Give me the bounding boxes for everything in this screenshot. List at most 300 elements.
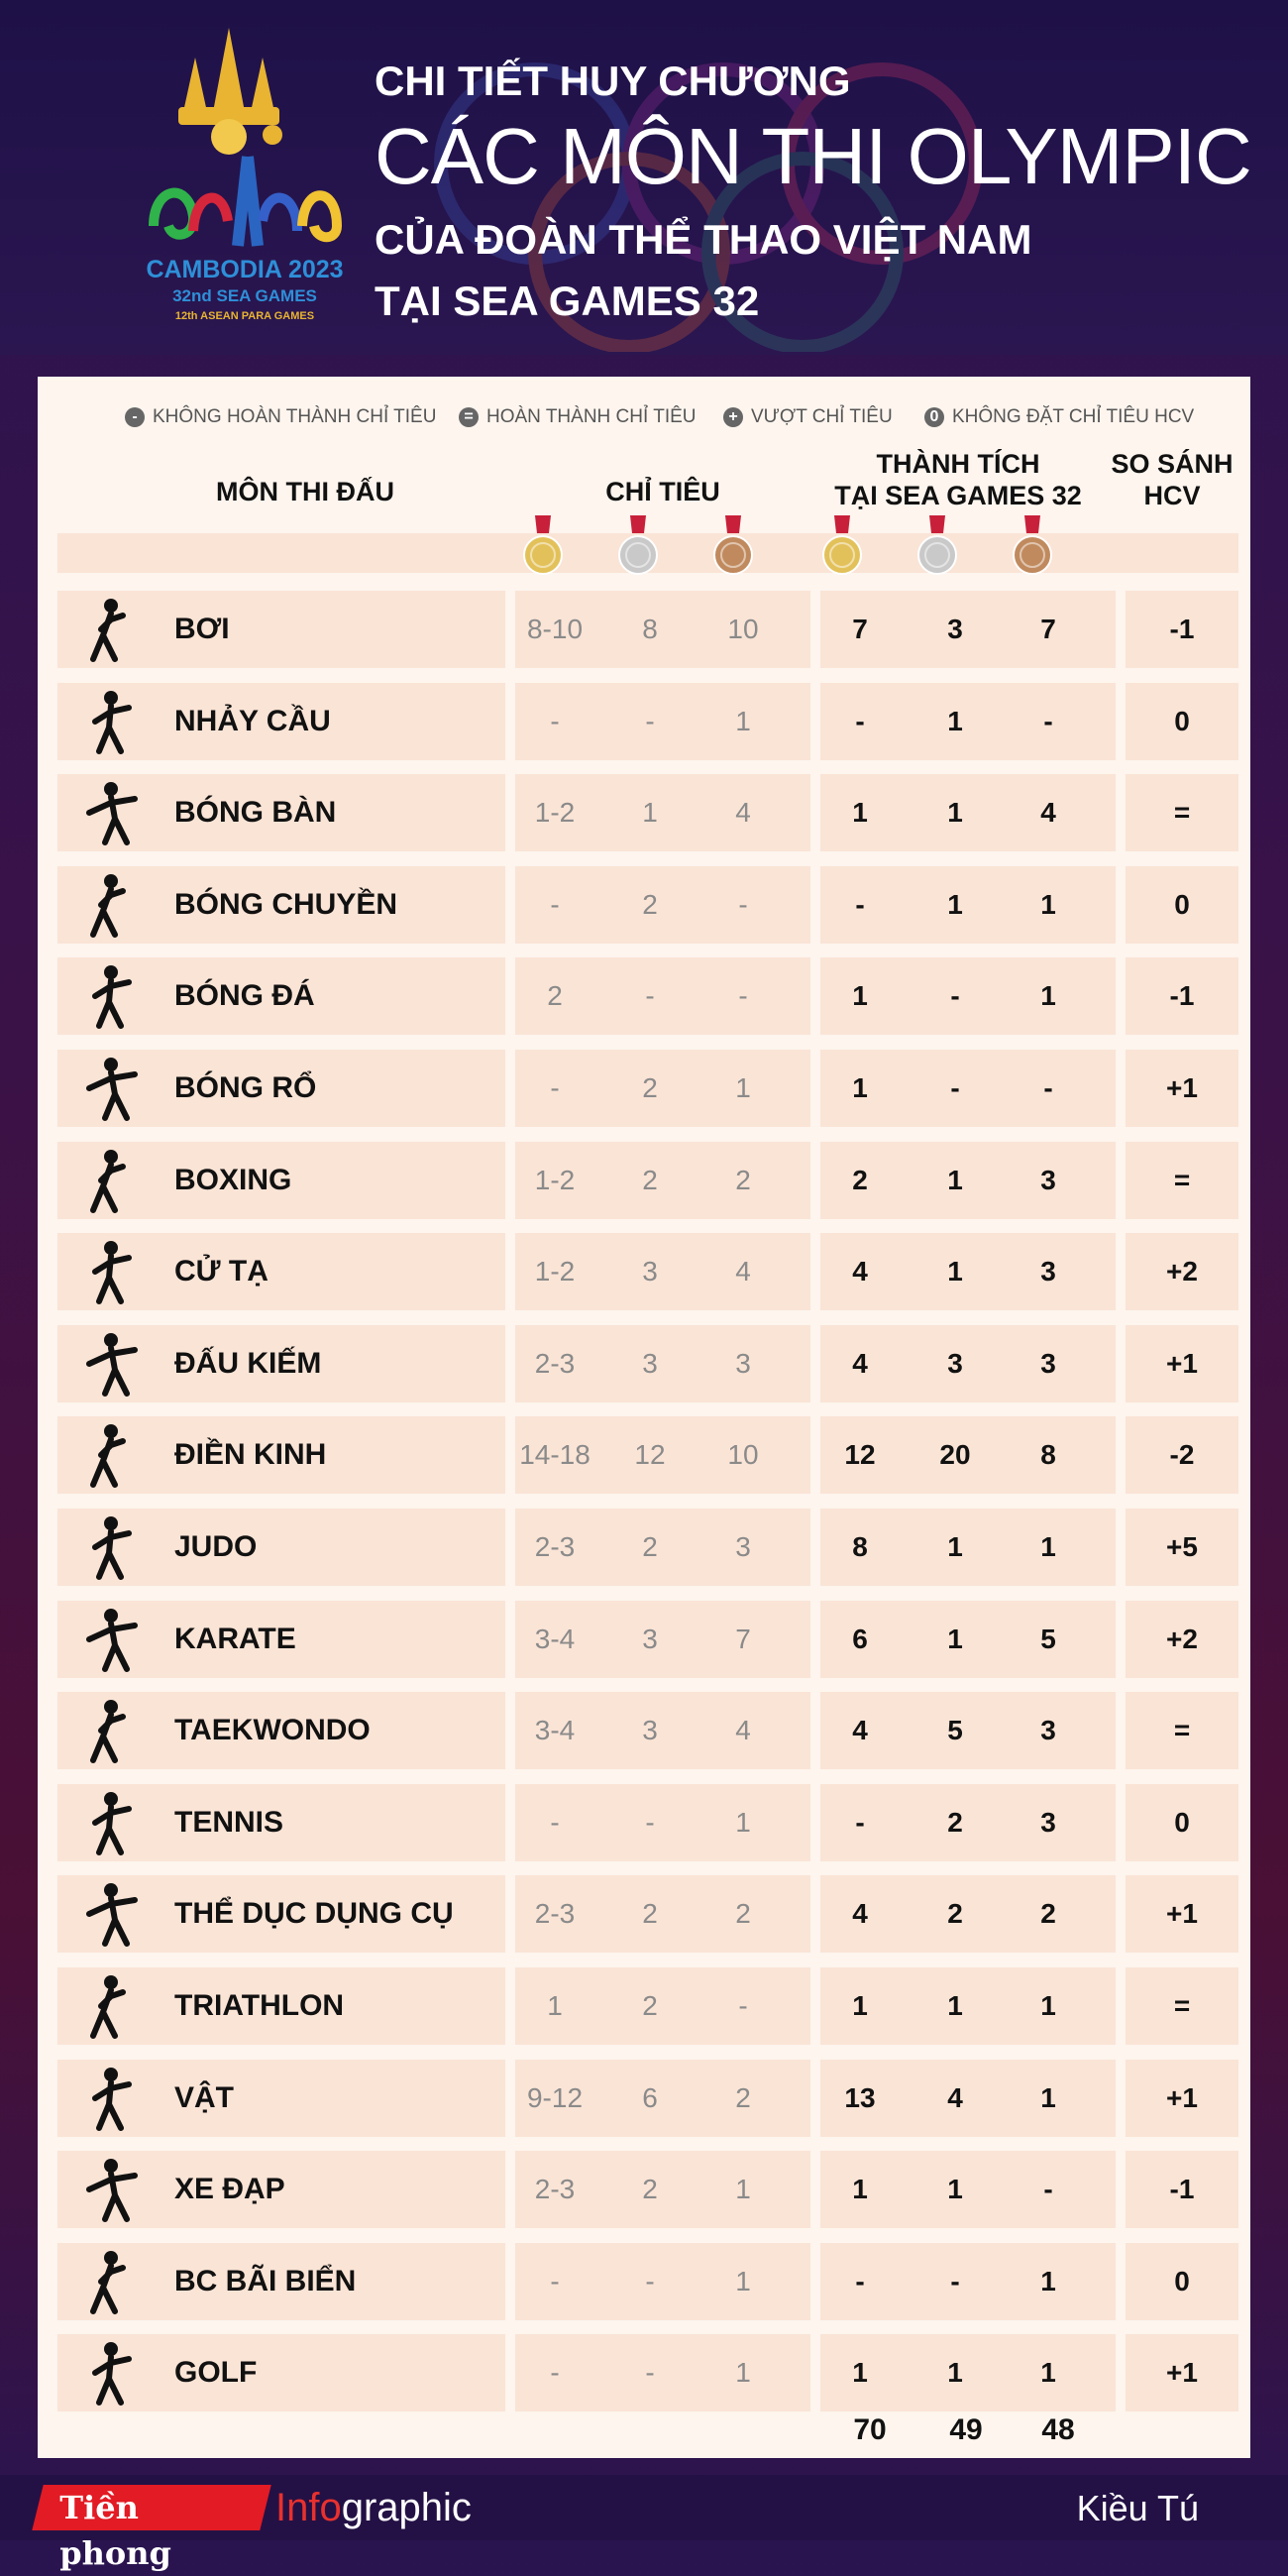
result-silver: 3 bbox=[947, 614, 963, 644]
result-gold: 1 bbox=[852, 2357, 868, 2389]
gold-compare-value: +1 bbox=[1166, 1898, 1198, 1930]
table-row bbox=[57, 1692, 1238, 1769]
compare-cell bbox=[1126, 957, 1238, 1035]
result-gold: - bbox=[855, 705, 865, 736]
table-row bbox=[57, 957, 1238, 1035]
result-bronze: 1 bbox=[1040, 888, 1056, 920]
sport-cell bbox=[57, 683, 505, 760]
gold-compare-value: +5 bbox=[1166, 1531, 1198, 1562]
target-cell bbox=[515, 1601, 810, 1678]
target-cell bbox=[515, 957, 810, 1035]
sport-name: GOLF bbox=[174, 2356, 258, 2390]
result-cell bbox=[820, 2334, 1116, 2411]
gold-compare-value: -1 bbox=[1169, 980, 1195, 1012]
title-line-2: CÁC MÔN THI OLYMPIC bbox=[375, 112, 1251, 200]
table-tennis-icon bbox=[61, 777, 161, 848]
fencing-icon bbox=[61, 1328, 161, 1400]
target-cell bbox=[515, 866, 810, 944]
gold-compare-value: = bbox=[1173, 1164, 1191, 1195]
logo-text-line3: 12th ASEAN PARA GAMES bbox=[174, 310, 315, 322]
gold-compare-value: = bbox=[1173, 797, 1191, 829]
sport-name: ĐẤU KIẾM bbox=[174, 1346, 322, 1380]
swimming-icon bbox=[61, 594, 161, 665]
sport-cell bbox=[57, 591, 505, 668]
target-silver: 3 bbox=[642, 1623, 658, 1654]
target-bronze: - bbox=[738, 888, 748, 920]
silver-medal-icon bbox=[618, 515, 658, 579]
target-silver: 1 bbox=[642, 797, 658, 829]
sport-name: BOXING bbox=[174, 1163, 292, 1196]
target-gold: 3-4 bbox=[534, 1715, 576, 1746]
legend-label: HOÀN THÀNH CHỈ TIÊU bbox=[486, 406, 697, 427]
target-silver: 3 bbox=[642, 1347, 658, 1379]
table-row bbox=[57, 591, 1238, 668]
result-cell bbox=[820, 1784, 1116, 1861]
target-gold: 1-2 bbox=[534, 1164, 576, 1195]
gold-medal-icon bbox=[523, 515, 563, 579]
total-gold: 70 bbox=[853, 2413, 887, 2446]
column-header-result-line2: TẠI SEA GAMES 32 bbox=[834, 481, 1082, 510]
result-silver: 1 bbox=[947, 1990, 963, 2021]
plus-icon: + bbox=[723, 407, 743, 427]
table-row bbox=[57, 2151, 1238, 2228]
result-bronze: 4 bbox=[1040, 797, 1056, 829]
target-cell bbox=[515, 1509, 810, 1586]
sport-cell bbox=[57, 1142, 505, 1219]
result-bronze: 7 bbox=[1040, 614, 1056, 644]
compare-cell bbox=[1126, 774, 1238, 851]
target-cell bbox=[515, 1233, 810, 1310]
golf-icon bbox=[61, 2337, 161, 2408]
sport-name: TENNIS bbox=[174, 1805, 284, 1839]
result-bronze: - bbox=[1043, 1072, 1053, 1103]
logo-text-line2: 32nd SEA GAMES bbox=[172, 286, 317, 305]
result-silver: 4 bbox=[947, 2081, 963, 2113]
target-gold: 2-3 bbox=[534, 1347, 576, 1379]
target-bronze: 2 bbox=[735, 2081, 751, 2113]
target-bronze: 1 bbox=[735, 2357, 751, 2389]
total-silver: 49 bbox=[949, 2413, 983, 2446]
target-gold: 9-12 bbox=[526, 2081, 584, 2113]
target-gold: 8-10 bbox=[526, 614, 584, 644]
sport-name: TAEKWONDO bbox=[174, 1714, 371, 1747]
table-row bbox=[57, 1875, 1238, 1953]
target-bronze: 10 bbox=[727, 1439, 759, 1471]
target-cell bbox=[515, 774, 810, 851]
sport-name: BÓNG CHUYỀN bbox=[174, 887, 398, 921]
result-cell bbox=[820, 591, 1116, 668]
target-silver: - bbox=[645, 2357, 655, 2389]
wrestling-icon bbox=[61, 2063, 161, 2134]
target-gold: 1-2 bbox=[534, 1256, 576, 1288]
sport-name: BƠI bbox=[174, 613, 230, 645]
result-silver: 2 bbox=[947, 1898, 963, 1930]
gold-compare-value: +1 bbox=[1166, 2081, 1198, 2113]
target-bronze: 4 bbox=[735, 797, 751, 829]
info-text-b: graphic bbox=[341, 2486, 472, 2529]
result-gold: 7 bbox=[852, 614, 868, 644]
target-cell bbox=[515, 2151, 810, 2228]
compare-cell bbox=[1126, 1967, 1238, 2045]
target-gold: - bbox=[550, 705, 560, 736]
legend-item-not-met bbox=[125, 406, 436, 428]
sport-cell bbox=[57, 1050, 505, 1127]
target-gold: 2 bbox=[547, 980, 563, 1012]
target-bronze: 3 bbox=[735, 1347, 751, 1379]
target-gold: - bbox=[550, 888, 560, 920]
target-bronze: 2 bbox=[735, 1898, 751, 1930]
target-bronze: 3 bbox=[735, 1531, 751, 1562]
gold-compare-value: 0 bbox=[1174, 705, 1190, 736]
compare-cell bbox=[1126, 1509, 1238, 1586]
result-cell bbox=[820, 1875, 1116, 1953]
sport-cell bbox=[57, 2060, 505, 2137]
gold-compare-value: = bbox=[1173, 1990, 1191, 2021]
sport-name: KARATE bbox=[174, 1622, 296, 1655]
result-silver: 3 bbox=[947, 1347, 963, 1379]
triathlon-icon bbox=[61, 1970, 161, 2042]
result-cell bbox=[820, 957, 1116, 1035]
compare-cell bbox=[1126, 2060, 1238, 2137]
result-cell bbox=[820, 1692, 1116, 1769]
result-silver: 2 bbox=[947, 1806, 963, 1838]
target-cell bbox=[515, 2334, 810, 2411]
column-header-result-line1: THÀNH TÍCH bbox=[876, 449, 1040, 479]
compare-cell bbox=[1126, 1692, 1238, 1769]
target-gold: - bbox=[550, 2265, 560, 2296]
bronze-medal-icon bbox=[1013, 515, 1052, 579]
sport-name: BC BÃI BIỂN bbox=[174, 2264, 357, 2297]
target-bronze: 1 bbox=[735, 2265, 751, 2296]
result-cell bbox=[820, 1325, 1116, 1402]
result-bronze: 1 bbox=[1040, 1990, 1056, 2021]
sport-name: NHẢY CẦU bbox=[174, 704, 331, 737]
target-silver: 3 bbox=[642, 1256, 658, 1288]
gold-medal-icon bbox=[822, 515, 862, 579]
result-silver: 20 bbox=[939, 1439, 971, 1471]
sport-name: BÓNG RỔ bbox=[174, 1071, 317, 1104]
gold-compare-value: 0 bbox=[1174, 2265, 1190, 2296]
gold-compare-value: -1 bbox=[1169, 614, 1195, 644]
result-cell bbox=[820, 774, 1116, 851]
target-bronze: 4 bbox=[735, 1715, 751, 1746]
gold-compare-value: +1 bbox=[1166, 2357, 1198, 2389]
table-row bbox=[57, 2243, 1238, 2320]
compare-cell bbox=[1126, 1784, 1238, 1861]
target-silver: 2 bbox=[642, 1164, 658, 1195]
result-gold: 1 bbox=[852, 1990, 868, 2021]
sport-cell bbox=[57, 774, 505, 851]
gold-compare-value: -1 bbox=[1169, 2174, 1195, 2205]
target-gold: 2-3 bbox=[534, 1531, 576, 1562]
sport-name: CỬ TẠ bbox=[174, 1255, 268, 1288]
target-silver: 2 bbox=[642, 1898, 658, 1930]
result-bronze: - bbox=[1043, 705, 1053, 736]
author-credit: Kiều Tú bbox=[1076, 2488, 1199, 2528]
compare-cell bbox=[1126, 866, 1238, 944]
result-cell bbox=[820, 1416, 1116, 1494]
cycling-icon bbox=[61, 2154, 161, 2225]
sport-cell bbox=[57, 1416, 505, 1494]
target-silver: 2 bbox=[642, 2174, 658, 2205]
legend-label: VƯỢT CHỈ TIÊU bbox=[751, 406, 893, 427]
result-gold: 4 bbox=[852, 1715, 868, 1746]
target-gold: 2-3 bbox=[534, 2174, 576, 2205]
result-gold: 1 bbox=[852, 980, 868, 1012]
gold-compare-value: +1 bbox=[1166, 1347, 1198, 1379]
result-bronze: 1 bbox=[1040, 2357, 1056, 2389]
footer bbox=[0, 2475, 1288, 2572]
result-gold: 1 bbox=[852, 797, 868, 829]
target-silver: 12 bbox=[634, 1439, 666, 1471]
sport-name: BÓNG BÀN bbox=[174, 796, 337, 830]
compare-cell bbox=[1126, 2151, 1238, 2228]
title-line-3: CỦA ĐOÀN THỂ THAO VIỆT NAM bbox=[375, 216, 1032, 263]
compare-cell bbox=[1126, 1325, 1238, 1402]
result-cell bbox=[820, 1142, 1116, 1219]
sport-cell bbox=[57, 1875, 505, 1953]
result-bronze: 1 bbox=[1040, 2265, 1056, 2296]
compare-cell bbox=[1126, 2334, 1238, 2411]
compare-cell bbox=[1126, 683, 1238, 760]
brand-text: Tiền phong bbox=[59, 2489, 171, 2572]
result-cell bbox=[820, 866, 1116, 944]
karate-icon bbox=[61, 1604, 161, 1675]
result-bronze: 1 bbox=[1040, 1531, 1056, 1562]
target-bronze: - bbox=[738, 1990, 748, 2021]
result-cell bbox=[820, 2060, 1116, 2137]
result-bronze: 3 bbox=[1040, 1347, 1056, 1379]
sport-name: TRIATHLON bbox=[174, 1989, 345, 2022]
target-silver: 2 bbox=[642, 1990, 658, 2021]
result-gold: 12 bbox=[844, 1439, 876, 1471]
target-cell bbox=[515, 1416, 810, 1494]
gold-compare-value: +1 bbox=[1166, 1072, 1198, 1103]
sport-name: ĐIỀN KINH bbox=[174, 1438, 327, 1472]
result-cell bbox=[820, 1233, 1116, 1310]
sport-name: XE ĐẠP bbox=[174, 2173, 285, 2206]
result-silver: 1 bbox=[947, 797, 963, 829]
target-silver: 3 bbox=[642, 1715, 658, 1746]
sport-cell bbox=[57, 2243, 505, 2320]
target-silver: - bbox=[645, 980, 655, 1012]
table-row bbox=[57, 1416, 1238, 1494]
target-gold: - bbox=[550, 1072, 560, 1103]
result-silver: 1 bbox=[947, 1531, 963, 1562]
result-bronze: 3 bbox=[1040, 1256, 1056, 1288]
result-silver: 1 bbox=[947, 1623, 963, 1654]
table-row bbox=[57, 774, 1238, 851]
target-cell bbox=[515, 1784, 810, 1861]
target-bronze: 2 bbox=[735, 1164, 751, 1195]
result-gold: 1 bbox=[852, 1072, 868, 1103]
target-bronze: 7 bbox=[735, 1623, 751, 1654]
result-bronze: - bbox=[1043, 2174, 1053, 2205]
result-bronze: 1 bbox=[1040, 980, 1056, 1012]
result-silver: - bbox=[950, 2265, 960, 2296]
sport-cell bbox=[57, 1784, 505, 1861]
target-gold: - bbox=[550, 2357, 560, 2389]
target-cell bbox=[515, 1325, 810, 1402]
sport-cell bbox=[57, 1509, 505, 1586]
tennis-icon bbox=[61, 1787, 161, 1858]
result-bronze: 3 bbox=[1040, 1164, 1056, 1195]
target-bronze: 1 bbox=[735, 705, 751, 736]
legend bbox=[38, 406, 1250, 436]
result-gold: 6 bbox=[852, 1623, 868, 1654]
result-gold: 1 bbox=[852, 2174, 868, 2205]
target-silver: - bbox=[645, 2265, 655, 2296]
target-bronze: 1 bbox=[735, 1806, 751, 1838]
compare-cell bbox=[1126, 591, 1238, 668]
target-gold: - bbox=[550, 1806, 560, 1838]
table-row bbox=[57, 1233, 1238, 1310]
gymnastics-icon bbox=[61, 1878, 161, 1950]
minus-icon: - bbox=[125, 407, 145, 427]
target-gold: 2-3 bbox=[534, 1898, 576, 1930]
legend-label: KHÔNG HOÀN THÀNH CHỈ TIÊU bbox=[153, 406, 437, 427]
compare-cell bbox=[1126, 1233, 1238, 1310]
sport-cell bbox=[57, 2151, 505, 2228]
column-header-target: CHỈ TIÊU bbox=[605, 477, 720, 506]
result-silver: 1 bbox=[947, 705, 963, 736]
sport-name: BÓNG ĐÁ bbox=[174, 979, 315, 1013]
target-silver: - bbox=[645, 705, 655, 736]
zero-icon: 0 bbox=[924, 407, 944, 427]
result-gold: - bbox=[855, 2265, 865, 2296]
sport-cell bbox=[57, 957, 505, 1035]
result-bronze: 3 bbox=[1040, 1806, 1056, 1838]
target-cell bbox=[515, 1050, 810, 1127]
football-icon bbox=[61, 960, 161, 1032]
target-bronze: 4 bbox=[735, 1256, 751, 1288]
athletics-icon bbox=[61, 1419, 161, 1491]
target-bronze: 1 bbox=[735, 2174, 751, 2205]
silver-medal-icon bbox=[917, 515, 957, 579]
judo-icon bbox=[61, 1512, 161, 1583]
gold-compare-value: = bbox=[1173, 1715, 1191, 1746]
target-cell bbox=[515, 1142, 810, 1219]
bronze-medal-icon bbox=[713, 515, 753, 579]
compare-cell bbox=[1126, 2243, 1238, 2320]
result-silver: 1 bbox=[947, 888, 963, 920]
column-header-compare-line1: SO SÁNH bbox=[1111, 449, 1234, 479]
result-gold: - bbox=[855, 888, 865, 920]
volleyball-icon bbox=[61, 869, 161, 941]
target-gold: 14-18 bbox=[519, 1439, 590, 1471]
result-gold: 13 bbox=[844, 2081, 876, 2113]
compare-cell bbox=[1126, 1050, 1238, 1127]
result-bronze: 3 bbox=[1040, 1715, 1056, 1746]
result-gold: 4 bbox=[852, 1898, 868, 1930]
target-cell bbox=[515, 1692, 810, 1769]
target-gold: 3-4 bbox=[534, 1623, 576, 1654]
result-silver: 1 bbox=[947, 2357, 963, 2389]
table-row bbox=[57, 1967, 1238, 2045]
result-gold: 4 bbox=[852, 1256, 868, 1288]
title-line-1: CHI TIẾT HUY CHƯƠNG bbox=[375, 57, 851, 104]
result-cell bbox=[820, 1050, 1116, 1127]
result-bronze: 8 bbox=[1040, 1439, 1056, 1471]
tienphong-logo bbox=[32, 2485, 270, 2572]
target-silver: 6 bbox=[642, 2081, 658, 2113]
table-row bbox=[57, 2060, 1238, 2137]
result-silver: 1 bbox=[947, 1164, 963, 1195]
target-cell bbox=[515, 591, 810, 668]
sea-games-logo bbox=[134, 18, 357, 325]
table-row bbox=[57, 866, 1238, 944]
table-row bbox=[57, 683, 1238, 760]
weightlifting-icon bbox=[61, 1236, 161, 1307]
result-silver: 1 bbox=[947, 2174, 963, 2205]
table-row bbox=[57, 2334, 1238, 2411]
legend-label: KHÔNG ĐẶT CHỈ TIÊU HCV bbox=[952, 406, 1195, 427]
target-cell bbox=[515, 2060, 810, 2137]
gold-compare-value: -2 bbox=[1169, 1439, 1195, 1471]
target-silver: 2 bbox=[642, 1072, 658, 1103]
sport-name: VẬT bbox=[174, 2080, 234, 2114]
compare-cell bbox=[1126, 1875, 1238, 1953]
target-cell bbox=[515, 2243, 810, 2320]
target-silver: 2 bbox=[642, 888, 658, 920]
table-row bbox=[57, 1509, 1238, 1586]
compare-cell bbox=[1126, 1142, 1238, 1219]
table-row bbox=[57, 1784, 1238, 1861]
compare-cell bbox=[1126, 1601, 1238, 1678]
sport-cell bbox=[57, 1325, 505, 1402]
table-row bbox=[57, 1050, 1238, 1127]
gold-compare-value: 0 bbox=[1174, 888, 1190, 920]
result-silver: - bbox=[950, 980, 960, 1012]
gold-compare-value: +2 bbox=[1166, 1256, 1198, 1288]
target-gold: 1-2 bbox=[534, 797, 576, 829]
basketball-icon bbox=[61, 1053, 161, 1124]
boxing-icon bbox=[61, 1145, 161, 1216]
taekwondo-icon bbox=[61, 1695, 161, 1766]
medal-table-panel bbox=[38, 377, 1250, 2458]
table-row bbox=[57, 1601, 1238, 1678]
result-cell bbox=[820, 2151, 1116, 2228]
table-row bbox=[57, 1142, 1238, 1219]
header bbox=[0, 0, 1288, 355]
gold-compare-value: 0 bbox=[1174, 1806, 1190, 1838]
sport-cell bbox=[57, 1967, 505, 2045]
infographic-label bbox=[275, 2485, 472, 2530]
result-cell bbox=[820, 683, 1116, 760]
result-gold: 8 bbox=[852, 1531, 868, 1562]
logo-text-line1: CAMBODIA 2023 bbox=[146, 256, 344, 283]
target-bronze: 10 bbox=[727, 614, 759, 644]
result-silver: 1 bbox=[947, 1256, 963, 1288]
equals-icon: = bbox=[459, 407, 479, 427]
target-bronze: - bbox=[738, 980, 748, 1012]
target-silver: - bbox=[645, 1806, 655, 1838]
result-bronze: 1 bbox=[1040, 2081, 1056, 2113]
sport-name: THỂ DỤC DỤNG CỤ bbox=[174, 1897, 454, 1931]
legend-item-met bbox=[459, 406, 697, 428]
total-bronze: 48 bbox=[1041, 2413, 1075, 2446]
result-gold: 4 bbox=[852, 1347, 868, 1379]
target-silver: 8 bbox=[642, 614, 658, 644]
diving-icon bbox=[61, 686, 161, 757]
result-cell bbox=[820, 1967, 1116, 2045]
result-silver: - bbox=[950, 1072, 960, 1103]
table-row bbox=[57, 1325, 1238, 1402]
gold-compare-value: +2 bbox=[1166, 1623, 1198, 1654]
sport-cell bbox=[57, 1692, 505, 1769]
result-silver: 5 bbox=[947, 1715, 963, 1746]
sport-cell bbox=[57, 2334, 505, 2411]
